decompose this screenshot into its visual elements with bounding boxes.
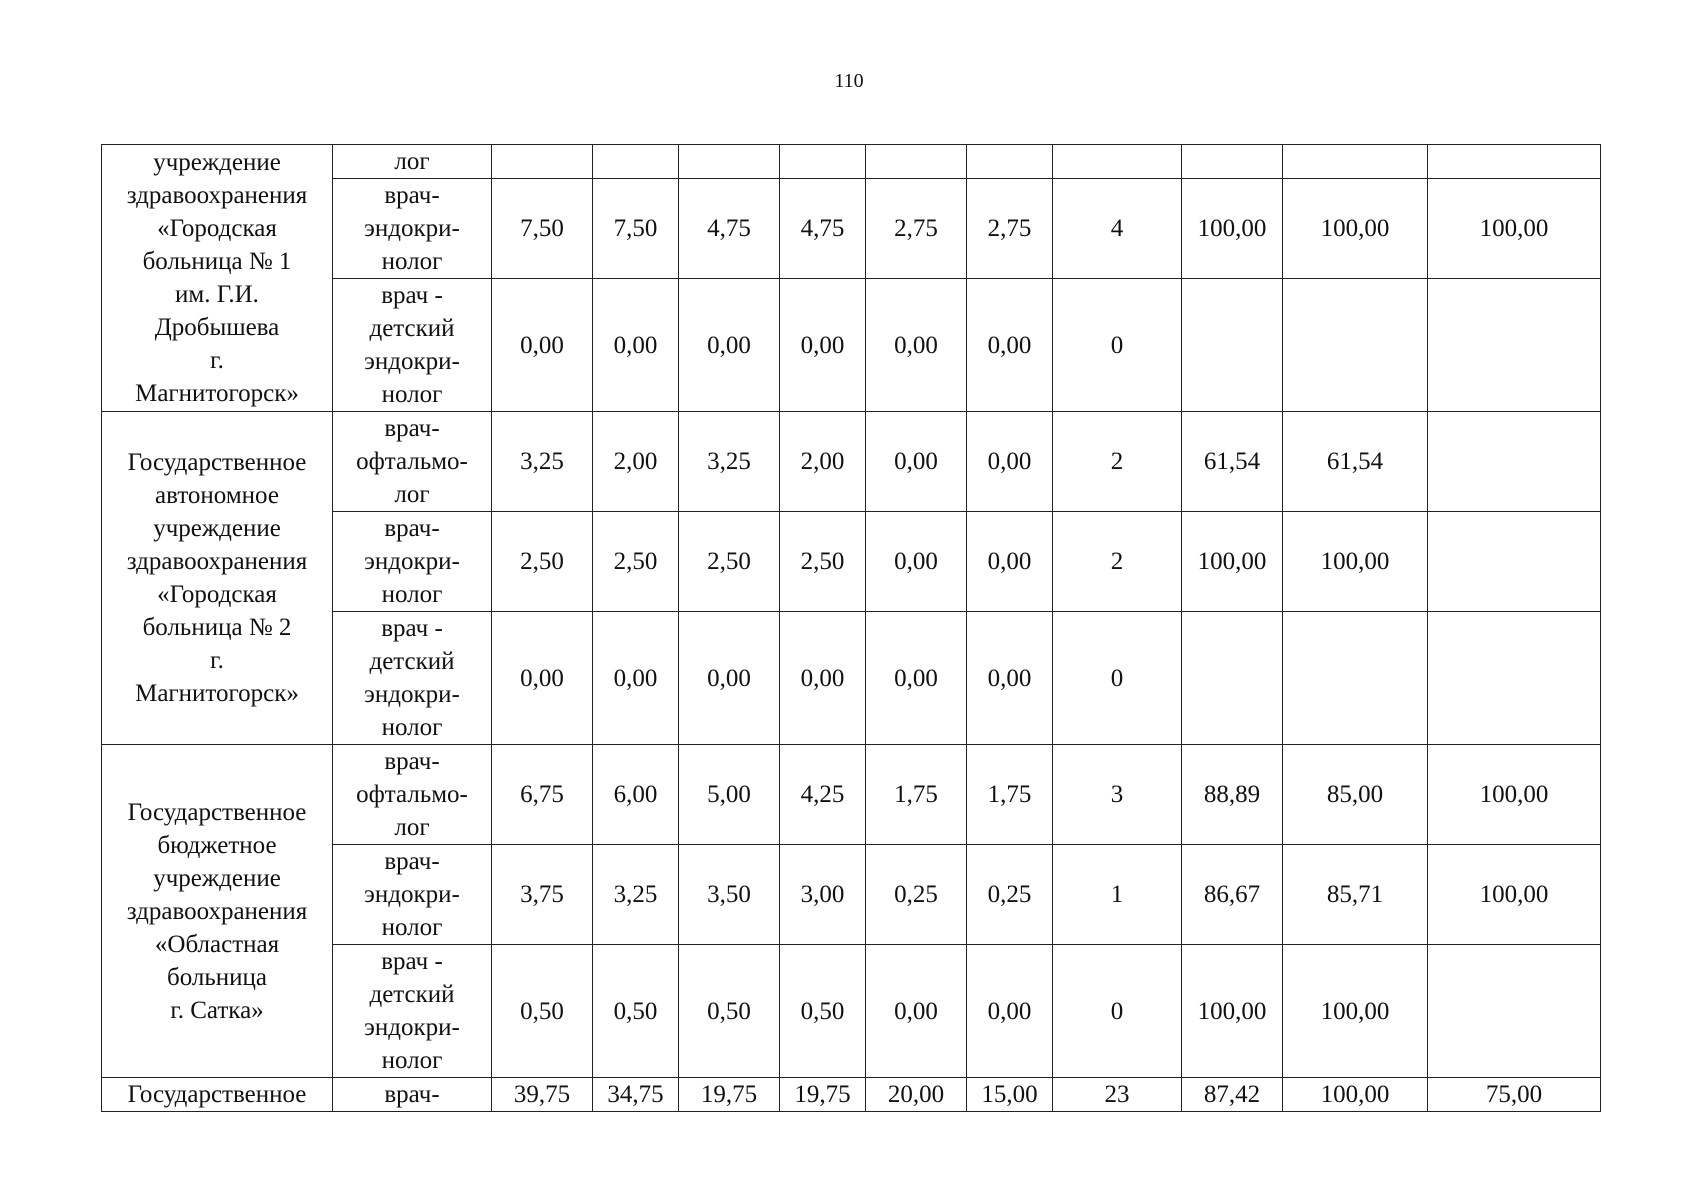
value-cell-col-3: 3,50 xyxy=(679,845,780,945)
specialty-cell: врач - детский эндокри- нолог xyxy=(333,279,492,412)
specialty-cell: врач- эндокри- нолог xyxy=(333,845,492,945)
value-cell-col-2: 34,75 xyxy=(593,1078,679,1112)
value-cell-col-8 xyxy=(1182,279,1283,412)
value-cell-col-10: 100,00 xyxy=(1428,845,1601,945)
value-cell-col-6: 0,25 xyxy=(967,845,1053,945)
value-cell-col-3: 0,00 xyxy=(679,279,780,412)
value-cell-col-10: 100,00 xyxy=(1428,179,1601,279)
value-cell-col-1: 0,00 xyxy=(492,612,593,745)
value-cell-col-7: 4 xyxy=(1053,179,1182,279)
institution-cell: Государственное автономное учреждение здравоохранения «Городская больница № 2 г. Магнитогорск» xyxy=(102,412,333,745)
value-cell-col-3: 5,00 xyxy=(679,745,780,845)
value-cell-col-3 xyxy=(679,145,780,179)
staffing-table xyxy=(101,144,1601,1112)
value-cell-col-4 xyxy=(780,145,866,179)
value-cell-col-7: 0 xyxy=(1053,945,1182,1078)
value-cell-col-3: 4,75 xyxy=(679,179,780,279)
value-cell-col-6: 0,00 xyxy=(967,945,1053,1078)
value-cell-col-4: 4,25 xyxy=(780,745,866,845)
value-cell-col-6 xyxy=(967,145,1053,179)
specialty-cell: врач- эндокри- нолог xyxy=(333,512,492,612)
value-cell-col-9: 85,00 xyxy=(1283,745,1428,845)
specialty-cell: врач - детский эндокри- нолог xyxy=(333,612,492,745)
value-cell-col-3: 3,25 xyxy=(679,412,780,512)
value-cell-col-2: 0,00 xyxy=(593,279,679,412)
value-cell-col-10 xyxy=(1428,145,1601,179)
value-cell-col-8: 100,00 xyxy=(1182,945,1283,1078)
value-cell-col-8: 87,42 xyxy=(1182,1078,1283,1112)
value-cell-col-4: 19,75 xyxy=(780,1078,866,1112)
value-cell-col-9 xyxy=(1283,279,1428,412)
value-cell-col-9: 100,00 xyxy=(1283,1078,1428,1112)
value-cell-col-2: 2,50 xyxy=(593,512,679,612)
value-cell-col-6: 15,00 xyxy=(967,1078,1053,1112)
value-cell-col-10 xyxy=(1428,512,1601,612)
value-cell-col-10 xyxy=(1428,279,1601,412)
value-cell-col-1: 3,75 xyxy=(492,845,593,945)
value-cell-col-6: 2,75 xyxy=(967,179,1053,279)
value-cell-col-8: 61,54 xyxy=(1182,412,1283,512)
value-cell-col-1: 0,50 xyxy=(492,945,593,1078)
value-cell-col-4: 2,50 xyxy=(780,512,866,612)
value-cell-col-8 xyxy=(1182,145,1283,179)
value-cell-col-6: 0,00 xyxy=(967,412,1053,512)
value-cell-col-7: 2 xyxy=(1053,412,1182,512)
value-cell-col-9: 100,00 xyxy=(1283,179,1428,279)
table-row xyxy=(102,1078,1601,1112)
value-cell-col-2 xyxy=(593,145,679,179)
value-cell-col-5: 20,00 xyxy=(866,1078,967,1112)
value-cell-col-10 xyxy=(1428,612,1601,745)
value-cell-col-7: 0 xyxy=(1053,279,1182,412)
value-cell-col-9 xyxy=(1283,612,1428,745)
institution-cell: Государственное xyxy=(102,1078,333,1112)
value-cell-col-9: 85,71 xyxy=(1283,845,1428,945)
value-cell-col-10: 100,00 xyxy=(1428,745,1601,845)
value-cell-col-7: 1 xyxy=(1053,845,1182,945)
value-cell-col-8: 86,67 xyxy=(1182,845,1283,945)
value-cell-col-9: 100,00 xyxy=(1283,945,1428,1078)
value-cell-col-4: 0,00 xyxy=(780,279,866,412)
specialty-cell: лог xyxy=(333,145,492,179)
value-cell-col-1: 3,25 xyxy=(492,412,593,512)
value-cell-col-6: 0,00 xyxy=(967,512,1053,612)
value-cell-col-1 xyxy=(492,145,593,179)
value-cell-col-2: 6,00 xyxy=(593,745,679,845)
table-row xyxy=(102,145,1601,179)
specialty-cell: врач- xyxy=(333,1078,492,1112)
value-cell-col-6: 1,75 xyxy=(967,745,1053,845)
table-row xyxy=(102,412,1601,512)
value-cell-col-4: 3,00 xyxy=(780,845,866,945)
value-cell-col-6: 0,00 xyxy=(967,612,1053,745)
value-cell-col-9 xyxy=(1283,145,1428,179)
value-cell-col-5: 0,00 xyxy=(866,279,967,412)
value-cell-col-1: 6,75 xyxy=(492,745,593,845)
value-cell-col-1: 7,50 xyxy=(492,179,593,279)
value-cell-col-3: 19,75 xyxy=(679,1078,780,1112)
value-cell-col-3: 0,50 xyxy=(679,945,780,1078)
page-number: 110 xyxy=(834,70,864,92)
value-cell-col-2: 3,25 xyxy=(593,845,679,945)
table-row xyxy=(102,745,1601,845)
value-cell-col-5: 0,00 xyxy=(866,412,967,512)
value-cell-col-7: 3 xyxy=(1053,745,1182,845)
value-cell-col-1: 39,75 xyxy=(492,1078,593,1112)
value-cell-col-4: 2,00 xyxy=(780,412,866,512)
specialty-cell: врач- офтальмо- лог xyxy=(333,412,492,512)
value-cell-col-7: 2 xyxy=(1053,512,1182,612)
value-cell-col-5 xyxy=(866,145,967,179)
value-cell-col-7: 23 xyxy=(1053,1078,1182,1112)
specialty-cell: врач- эндокри- нолог xyxy=(333,179,492,279)
value-cell-col-4: 4,75 xyxy=(780,179,866,279)
value-cell-col-5: 1,75 xyxy=(866,745,967,845)
institution-cell: учреждение здравоохранения «Городская больница № 1 им. Г.И. Дробышева г. Магнитогорск» xyxy=(102,145,333,412)
specialty-cell: врач - детский эндокри- нолог xyxy=(333,945,492,1078)
value-cell-col-2: 7,50 xyxy=(593,179,679,279)
value-cell-col-5: 0,00 xyxy=(866,945,967,1078)
specialty-cell: врач- офтальмо- лог xyxy=(333,745,492,845)
value-cell-col-7: 0 xyxy=(1053,612,1182,745)
value-cell-col-1: 0,00 xyxy=(492,279,593,412)
value-cell-col-5: 0,25 xyxy=(866,845,967,945)
institution-cell: Государственное бюджетное учреждение здравоохранения «Областная больница г. Сатка» xyxy=(102,745,333,1078)
value-cell-col-10: 75,00 xyxy=(1428,1078,1601,1112)
value-cell-col-4: 0,00 xyxy=(780,612,866,745)
value-cell-col-8 xyxy=(1182,612,1283,745)
value-cell-col-5: 2,75 xyxy=(866,179,967,279)
value-cell-col-3: 2,50 xyxy=(679,512,780,612)
value-cell-col-9: 100,00 xyxy=(1283,512,1428,612)
value-cell-col-5: 0,00 xyxy=(866,612,967,745)
value-cell-col-6: 0,00 xyxy=(967,279,1053,412)
value-cell-col-3: 0,00 xyxy=(679,612,780,745)
value-cell-col-8: 88,89 xyxy=(1182,745,1283,845)
value-cell-col-4: 0,50 xyxy=(780,945,866,1078)
value-cell-col-10 xyxy=(1428,412,1601,512)
value-cell-col-7 xyxy=(1053,145,1182,179)
value-cell-col-2: 0,50 xyxy=(593,945,679,1078)
value-cell-col-5: 0,00 xyxy=(866,512,967,612)
value-cell-col-10 xyxy=(1428,945,1601,1078)
value-cell-col-8: 100,00 xyxy=(1182,179,1283,279)
value-cell-col-8: 100,00 xyxy=(1182,512,1283,612)
value-cell-col-1: 2,50 xyxy=(492,512,593,612)
value-cell-col-2: 2,00 xyxy=(593,412,679,512)
value-cell-col-9: 61,54 xyxy=(1283,412,1428,512)
value-cell-col-2: 0,00 xyxy=(593,612,679,745)
